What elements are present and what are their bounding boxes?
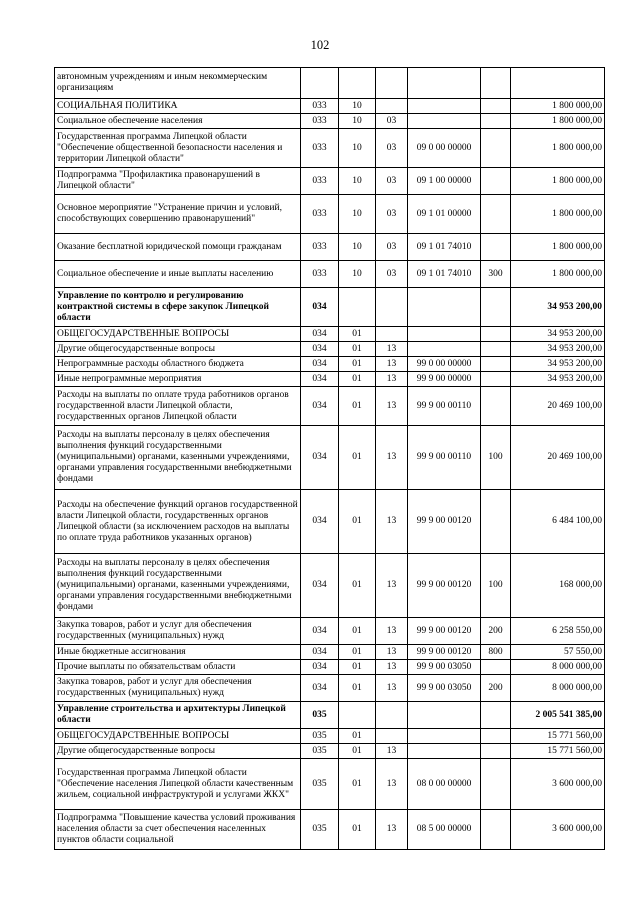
row-admin-code bbox=[301, 68, 339, 99]
row-section: 01 bbox=[339, 357, 376, 372]
row-admin-code: 034 bbox=[301, 357, 339, 372]
row-sum: 168 000,00 bbox=[511, 554, 605, 618]
table-row bbox=[55, 744, 605, 759]
row-section: 10 bbox=[339, 195, 376, 234]
row-name: Подпрограмма "Профилактика правонарушений в Липецкой области" bbox=[55, 168, 301, 195]
row-name: Подпрограмма "Повышение качества условий проживания населения области за счет обеспечения населенных пунктов области социальной bbox=[55, 810, 301, 850]
table-row bbox=[55, 618, 605, 645]
row-subsection: 13 bbox=[376, 387, 408, 426]
row-name: Расходы на выплаты по оплате труда работников органов государственной власти Липецкой области, государственных органов Липецкой области bbox=[55, 387, 301, 426]
row-target-article bbox=[408, 729, 481, 744]
row-section: 01 bbox=[339, 426, 376, 490]
table-body bbox=[55, 68, 605, 850]
row-target-article: 99 9 00 03050 bbox=[408, 660, 481, 675]
table-row bbox=[55, 195, 605, 234]
row-sum: 1 800 000,00 bbox=[511, 129, 605, 168]
row-sum: 1 800 000,00 bbox=[511, 195, 605, 234]
row-expense-type bbox=[481, 129, 511, 168]
row-admin-code: 034 bbox=[301, 372, 339, 387]
row-target-article: 08 5 00 00000 bbox=[408, 810, 481, 850]
row-admin-code: 034 bbox=[301, 618, 339, 645]
row-admin-code: 034 bbox=[301, 387, 339, 426]
row-name: Закупка товаров, работ и услуг для обеспечения государственных (муниципальных) нужд bbox=[55, 618, 301, 645]
row-target-article bbox=[408, 342, 481, 357]
row-sum: 8 000 000,00 bbox=[511, 660, 605, 675]
row-sum: 3 600 000,00 bbox=[511, 810, 605, 850]
row-expense-type bbox=[481, 702, 511, 729]
page-number: 102 bbox=[310, 38, 330, 52]
row-admin-code: 034 bbox=[301, 645, 339, 660]
row-admin-code: 035 bbox=[301, 729, 339, 744]
row-target-article: 99 9 00 00120 bbox=[408, 618, 481, 645]
row-admin-code: 035 bbox=[301, 744, 339, 759]
row-admin-code: 033 bbox=[301, 168, 339, 195]
table-row bbox=[55, 729, 605, 744]
row-section: 10 bbox=[339, 168, 376, 195]
row-name: Иные бюджетные ассигнования bbox=[55, 645, 301, 660]
row-target-article: 99 0 00 00000 bbox=[408, 357, 481, 372]
row-target-article: 99 9 00 00000 bbox=[408, 372, 481, 387]
row-expense-type bbox=[481, 168, 511, 195]
row-subsection: 13 bbox=[376, 426, 408, 490]
row-target-article: 09 1 00 00000 bbox=[408, 168, 481, 195]
row-name: ОБЩЕГОСУДАРСТВЕННЫЕ ВОПРОСЫ bbox=[55, 729, 301, 744]
row-expense-type bbox=[481, 68, 511, 99]
row-sum: 1 800 000,00 bbox=[511, 114, 605, 129]
row-target-article: 99 9 00 00110 bbox=[408, 387, 481, 426]
table-row bbox=[55, 702, 605, 729]
row-subsection bbox=[376, 68, 408, 99]
row-target-article: 99 9 00 00110 bbox=[408, 426, 481, 490]
row-expense-type bbox=[481, 387, 511, 426]
row-section: 01 bbox=[339, 342, 376, 357]
row-target-article: 09 1 01 74010 bbox=[408, 261, 481, 288]
row-sum: 8 000 000,00 bbox=[511, 675, 605, 702]
row-subsection bbox=[376, 702, 408, 729]
row-section: 01 bbox=[339, 554, 376, 618]
row-expense-type bbox=[481, 195, 511, 234]
row-subsection: 03 bbox=[376, 129, 408, 168]
row-name: Другие общегосударственные вопросы bbox=[55, 342, 301, 357]
row-sum: 34 953 200,00 bbox=[511, 288, 605, 327]
row-target-article bbox=[408, 114, 481, 129]
row-name: Основное мероприятие "Устранение причин и условий, способствующих совершению правонарушений" bbox=[55, 195, 301, 234]
row-subsection: 13 bbox=[376, 372, 408, 387]
row-admin-code: 034 bbox=[301, 675, 339, 702]
row-section: 01 bbox=[339, 490, 376, 554]
row-subsection bbox=[376, 327, 408, 342]
row-admin-code: 035 bbox=[301, 702, 339, 729]
row-target-article: 09 1 01 00000 bbox=[408, 195, 481, 234]
row-subsection: 03 bbox=[376, 234, 408, 261]
row-expense-type bbox=[481, 490, 511, 554]
row-admin-code: 034 bbox=[301, 660, 339, 675]
row-name: Государственная программа Липецкой области "Обеспечение общественной безопасности населения и территории Липецкой области" bbox=[55, 129, 301, 168]
row-subsection: 13 bbox=[376, 759, 408, 810]
row-section: 01 bbox=[339, 810, 376, 850]
row-target-article: 99 9 00 00120 bbox=[408, 554, 481, 618]
row-target-article bbox=[408, 744, 481, 759]
row-sum: 20 469 100,00 bbox=[511, 426, 605, 490]
row-sum bbox=[511, 68, 605, 99]
row-expense-type bbox=[481, 357, 511, 372]
table-row bbox=[55, 68, 605, 99]
row-sum: 1 800 000,00 bbox=[511, 261, 605, 288]
row-target-article: 08 0 00 00000 bbox=[408, 759, 481, 810]
row-sum: 6 258 550,00 bbox=[511, 618, 605, 645]
row-section: 01 bbox=[339, 675, 376, 702]
row-expense-type: 800 bbox=[481, 645, 511, 660]
row-admin-code: 033 bbox=[301, 129, 339, 168]
row-target-article: 09 0 00 00000 bbox=[408, 129, 481, 168]
row-name: Управление строительства и архитектуры Липецкой области bbox=[55, 702, 301, 729]
table-row bbox=[55, 645, 605, 660]
row-expense-type bbox=[481, 729, 511, 744]
row-admin-code: 033 bbox=[301, 261, 339, 288]
row-admin-code: 035 bbox=[301, 759, 339, 810]
row-name: Расходы на обеспечение функций органов государственной власти Липецкой области, государственных органов Липецкой области (за исключением расходов на выплаты по оплате труда работников указанных органов) bbox=[55, 490, 301, 554]
table-row bbox=[55, 342, 605, 357]
row-target-article bbox=[408, 288, 481, 327]
row-expense-type bbox=[481, 660, 511, 675]
row-subsection: 13 bbox=[376, 660, 408, 675]
row-subsection: 13 bbox=[376, 490, 408, 554]
row-subsection bbox=[376, 99, 408, 114]
row-subsection: 13 bbox=[376, 618, 408, 645]
row-expense-type: 100 bbox=[481, 554, 511, 618]
row-name: Социальное обеспечение населения bbox=[55, 114, 301, 129]
row-name: Другие общегосударственные вопросы bbox=[55, 744, 301, 759]
table-row bbox=[55, 426, 605, 490]
row-subsection: 13 bbox=[376, 675, 408, 702]
row-subsection: 13 bbox=[376, 342, 408, 357]
row-expense-type bbox=[481, 372, 511, 387]
row-admin-code: 034 bbox=[301, 490, 339, 554]
row-subsection: 03 bbox=[376, 168, 408, 195]
row-admin-code: 033 bbox=[301, 99, 339, 114]
row-target-article: 99 9 00 00120 bbox=[408, 490, 481, 554]
row-name: Оказание бесплатной юридической помощи гражданам bbox=[55, 234, 301, 261]
row-section: 01 bbox=[339, 759, 376, 810]
row-section: 10 bbox=[339, 234, 376, 261]
row-admin-code: 034 bbox=[301, 327, 339, 342]
table-row bbox=[55, 387, 605, 426]
row-sum: 1 800 000,00 bbox=[511, 99, 605, 114]
row-section: 10 bbox=[339, 129, 376, 168]
row-subsection: 13 bbox=[376, 554, 408, 618]
row-section: 10 bbox=[339, 99, 376, 114]
row-expense-type: 300 bbox=[481, 261, 511, 288]
row-section: 01 bbox=[339, 660, 376, 675]
row-admin-code: 034 bbox=[301, 554, 339, 618]
table-row bbox=[55, 372, 605, 387]
row-sum: 34 953 200,00 bbox=[511, 372, 605, 387]
table-row bbox=[55, 114, 605, 129]
row-name: Закупка товаров, работ и услуг для обеспечения государственных (муниципальных) нужд bbox=[55, 675, 301, 702]
row-section bbox=[339, 68, 376, 99]
row-admin-code: 034 bbox=[301, 426, 339, 490]
row-expense-type bbox=[481, 288, 511, 327]
row-name: Иные непрограммные мероприятия bbox=[55, 372, 301, 387]
table-row bbox=[55, 261, 605, 288]
row-section bbox=[339, 702, 376, 729]
row-sum: 34 953 200,00 bbox=[511, 327, 605, 342]
table-row bbox=[55, 810, 605, 850]
row-section: 01 bbox=[339, 645, 376, 660]
table-row bbox=[55, 288, 605, 327]
row-section: 01 bbox=[339, 729, 376, 744]
table-row bbox=[55, 168, 605, 195]
table-row bbox=[55, 490, 605, 554]
row-expense-type bbox=[481, 99, 511, 114]
row-expense-type bbox=[481, 744, 511, 759]
row-section: 10 bbox=[339, 114, 376, 129]
row-subsection bbox=[376, 729, 408, 744]
row-expense-type bbox=[481, 234, 511, 261]
row-sum: 34 953 200,00 bbox=[511, 357, 605, 372]
row-subsection: 03 bbox=[376, 195, 408, 234]
table-row bbox=[55, 234, 605, 261]
row-target-article: 99 9 00 03050 bbox=[408, 675, 481, 702]
row-target-article bbox=[408, 68, 481, 99]
table-row bbox=[55, 357, 605, 372]
row-admin-code: 033 bbox=[301, 234, 339, 261]
table-row bbox=[55, 660, 605, 675]
table-row bbox=[55, 129, 605, 168]
row-name: Расходы на выплаты персоналу в целях обеспечения выполнения функций государственными (муниципальными) органами, казенными учреждениями, органами управления государственными внебюджетными фондами bbox=[55, 554, 301, 618]
row-subsection: 03 bbox=[376, 261, 408, 288]
table-row bbox=[55, 554, 605, 618]
row-name: Государственная программа Липецкой области "Обеспечение населения Липецкой области качественным жильем, социальной инфраструктурой и услугами ЖКХ" bbox=[55, 759, 301, 810]
row-sum: 1 800 000,00 bbox=[511, 168, 605, 195]
row-expense-type: 200 bbox=[481, 675, 511, 702]
row-sum: 1 800 000,00 bbox=[511, 234, 605, 261]
row-target-article: 99 9 00 00120 bbox=[408, 645, 481, 660]
row-admin-code: 034 bbox=[301, 342, 339, 357]
row-expense-type bbox=[481, 759, 511, 810]
row-subsection bbox=[376, 288, 408, 327]
row-subsection: 13 bbox=[376, 744, 408, 759]
row-target-article: 09 1 01 74010 bbox=[408, 234, 481, 261]
row-expense-type bbox=[481, 342, 511, 357]
row-section: 01 bbox=[339, 372, 376, 387]
row-expense-type bbox=[481, 114, 511, 129]
row-section bbox=[339, 288, 376, 327]
row-sum: 15 771 560,00 bbox=[511, 729, 605, 744]
row-name: СОЦИАЛЬНАЯ ПОЛИТИКА bbox=[55, 99, 301, 114]
row-admin-code: 034 bbox=[301, 288, 339, 327]
row-sum: 3 600 000,00 bbox=[511, 759, 605, 810]
row-expense-type: 200 bbox=[481, 618, 511, 645]
row-expense-type: 100 bbox=[481, 426, 511, 490]
row-target-article bbox=[408, 99, 481, 114]
row-expense-type bbox=[481, 810, 511, 850]
row-admin-code: 033 bbox=[301, 195, 339, 234]
row-name: ОБЩЕГОСУДАРСТВЕННЫЕ ВОПРОСЫ bbox=[55, 327, 301, 342]
row-name: автономным учреждениям и иным некоммерческим организациям bbox=[55, 68, 301, 99]
row-section: 01 bbox=[339, 327, 376, 342]
row-name: Социальное обеспечение и иные выплаты населению bbox=[55, 261, 301, 288]
row-admin-code: 035 bbox=[301, 810, 339, 850]
table-row bbox=[55, 675, 605, 702]
row-target-article bbox=[408, 702, 481, 729]
table-row bbox=[55, 759, 605, 810]
row-name: Непрограммные расходы областного бюджета bbox=[55, 357, 301, 372]
table-row bbox=[55, 327, 605, 342]
row-name: Прочие выплаты по обязательствам области bbox=[55, 660, 301, 675]
row-name: Расходы на выплаты персоналу в целях обеспечения выполнения функций государственными (муниципальными) органами, казенными учреждениями, органами управления государственными внебюджетными фондами bbox=[55, 426, 301, 490]
row-section: 01 bbox=[339, 744, 376, 759]
budget-table bbox=[54, 67, 605, 850]
row-sum: 20 469 100,00 bbox=[511, 387, 605, 426]
row-sum: 15 771 560,00 bbox=[511, 744, 605, 759]
row-section: 10 bbox=[339, 261, 376, 288]
row-target-article bbox=[408, 327, 481, 342]
row-subsection: 13 bbox=[376, 645, 408, 660]
row-section: 01 bbox=[339, 387, 376, 426]
row-sum: 34 953 200,00 bbox=[511, 342, 605, 357]
row-subsection: 13 bbox=[376, 357, 408, 372]
row-sum: 2 005 541 385,00 bbox=[511, 702, 605, 729]
row-name: Управление по контролю и регулированию контрактной системы в сфере закупок Липецкой области bbox=[55, 288, 301, 327]
row-subsection: 03 bbox=[376, 114, 408, 129]
row-sum: 6 484 100,00 bbox=[511, 490, 605, 554]
table-row bbox=[55, 99, 605, 114]
row-admin-code: 033 bbox=[301, 114, 339, 129]
row-expense-type bbox=[481, 327, 511, 342]
row-section: 01 bbox=[339, 618, 376, 645]
row-sum: 57 550,00 bbox=[511, 645, 605, 660]
row-subsection: 13 bbox=[376, 810, 408, 850]
